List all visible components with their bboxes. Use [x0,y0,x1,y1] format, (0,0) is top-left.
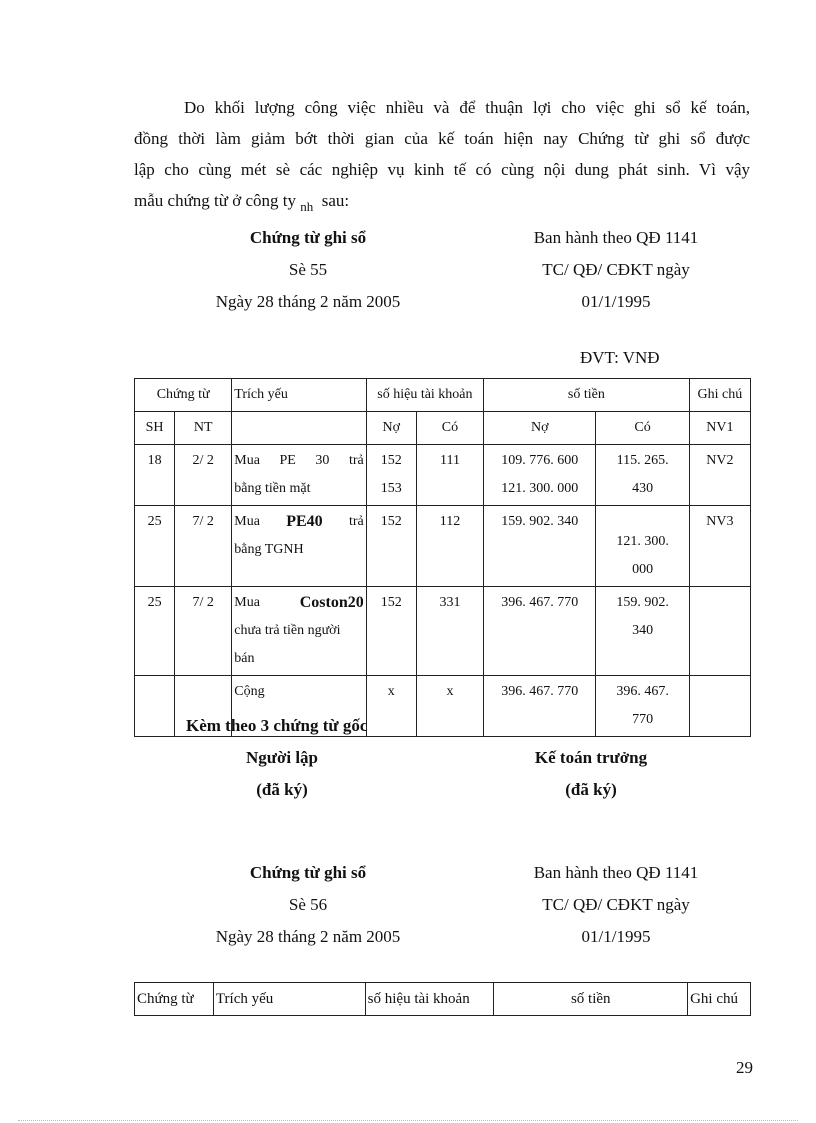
voucher1-table [134,378,751,737]
debit-amount-1: 109. 776. 600 [501,453,579,468]
desc-rest: bằng tiền mặt [234,481,311,496]
voucher1-unit: ĐVT: VNĐ [580,348,660,367]
desc-rest: bằng TGNH [234,542,304,557]
desc-word: trả [348,453,364,468]
debit-account-2: 153 [380,481,402,496]
cell-debit-account: 152 [366,587,416,676]
table-row [135,587,751,676]
desc-rest-1: chưa trả tiền người [234,623,341,638]
voucher2-left-header [180,857,436,953]
intro-last-text-a: mẫu chứng từ ở công ty [134,191,296,210]
intro-line: đồng thời làm giảm bớt thời gian của kế toán hiện nay Chứng từ ghi sổ được [134,129,750,148]
debit-amount-2: 121. 300. 000 [501,481,579,496]
desc-word: Mua [234,453,260,468]
credit-amount-1: 159. 902. [616,595,669,610]
header-ghi-chu: Ghi chú [688,983,751,1016]
voucher1-left-header [180,222,436,318]
desc-word: PE [279,453,296,468]
cell-note [689,587,750,676]
table-subheader-row [135,412,751,445]
voucher1-right-header [496,222,736,318]
voucher1-decree-line1: Ban hành theo QĐ 1141 [533,228,699,247]
cell-sh: 18 [135,445,175,506]
voucher2-decree-line3: 01/1/1995 [581,927,651,946]
debit-account-1: 152 [380,453,402,468]
cell-credit-account: 112 [416,506,483,587]
table-header-row [135,379,751,412]
cell-debit-account [366,445,416,506]
cell-credit-amount [596,587,689,676]
credit-amount-2: 000 [632,562,654,577]
intro-line-last [134,185,750,217]
credit-amount-1: 115. 265. [616,453,669,468]
voucher1-decree-line3: 01/1/1995 [581,292,651,311]
chief-accountant-label: Kế toán trưởng [534,748,648,767]
header-co-amount: Có [596,412,689,445]
credit-amount-1: 121. 300. [616,534,669,549]
page-number: 29 [736,1058,753,1077]
header-so-hieu: số hiệu tài khoản [365,983,494,1016]
cell-description [232,587,366,676]
cell-nt: 7/ 2 [175,506,232,587]
attachments-note: Kèm theo 3 chứng từ gốc [186,716,368,735]
voucher1-title: Chứng từ ghi sổ [249,228,367,247]
chief-accountant-block [506,742,676,806]
cell-debit-account: 152 [366,506,416,587]
cell-total-debit-amount: 396. 467. 770 [484,676,596,737]
chief-accountant-signed: (đã ký) [565,780,617,799]
cell-total-credit-amount [596,676,689,737]
header-so-tien: số tiền [494,983,688,1016]
cell-blank [135,676,175,737]
cell-sh: 25 [135,587,175,676]
voucher2-right-header [496,857,736,953]
cell-total-credit-account: x [416,676,483,737]
header-nt: NT [175,412,232,445]
intro-last-text-b: sau: [321,191,350,210]
cell-note: NV3 [689,506,750,587]
header-co-account: Có [416,412,483,445]
voucher2-number: Sè 56 [288,895,328,914]
preparer-signed: (đã ký) [256,780,308,799]
voucher2-date: Ngày 28 tháng 2 năm 2005 [215,927,401,946]
voucher2-table [134,982,751,1016]
cell-credit-account: 111 [416,445,483,506]
voucher2-title: Chứng từ ghi sổ [249,863,367,882]
cell-debit-amount: 159. 902. 340 [484,506,596,587]
desc-word: 30 [315,453,330,468]
credit-amount-2: 770 [632,712,654,727]
credit-amount-2: 430 [632,481,654,496]
header-so-hieu: số hiệu tài khoản [366,379,483,412]
desc-word: Coston20 [299,594,364,611]
credit-amount-1: 396. 467. [616,684,669,699]
cell-nt: 7/ 2 [175,587,232,676]
header-blank [232,412,366,445]
table-row [135,445,751,506]
header-ghi-chu: Ghi chú [689,379,750,412]
header-chung-tu: Chứng từ [135,983,214,1016]
header-no-amount: Nợ [484,412,596,445]
header-chung-tu: Chứng từ [135,379,232,412]
voucher2-decree-line1: Ban hành theo QĐ 1141 [533,863,699,882]
cell-credit-account: 331 [416,587,483,676]
header-so-tien: số tiền [484,379,690,412]
cell-sh: 25 [135,506,175,587]
intro-line: Do khối lượng công việc nhiều và để thuận lợi cho việc ghi sổ kế toán, [184,98,750,117]
intro-paragraph [134,92,750,217]
header-note-nv1: NV1 [689,412,750,445]
cell-total-label: Cộng [232,676,366,737]
cell-credit-amount [596,506,689,587]
table-header-row [135,983,751,1016]
credit-amount-2: 340 [632,623,654,638]
voucher1-decree-line2: TC/ QĐ/ CĐKT ngày [542,260,690,279]
preparer-block [200,742,364,806]
desc-word: Mua [234,595,260,610]
desc-word: Mua [234,514,260,529]
cell-note: NV2 [689,445,750,506]
header-sh: SH [135,412,175,445]
header-trich-yeu: Trích yếu [232,379,366,412]
voucher2-decree-line2: TC/ QĐ/ CĐKT ngày [542,895,690,914]
header-no-account: Nợ [366,412,416,445]
header-trich-yeu: Trích yếu [213,983,365,1016]
desc-word: trả [348,514,364,529]
cell-nt: 2/ 2 [175,445,232,506]
cell-debit-amount [484,445,596,506]
cell-blank [689,676,750,737]
cell-description [232,506,366,587]
cell-description [232,445,366,506]
cell-total-debit-account: x [366,676,416,737]
cell-credit-amount [596,445,689,506]
voucher1-number: Sè 55 [288,260,328,279]
preparer-label: Người lập [245,748,319,767]
table-row [135,506,751,587]
page-bottom-divider [18,1120,798,1121]
desc-word: PE40 [286,513,323,530]
voucher1-date: Ngày 28 tháng 2 năm 2005 [215,292,401,311]
desc-rest-2: bán [234,651,255,666]
cell-debit-amount: 396. 467. 770 [484,587,596,676]
intro-last-subscript: nh [300,199,314,214]
intro-line: lập cho cùng mét sè các nghiệp vụ kinh tế có cùng nội dung phát sinh. Vì vậy [134,160,750,179]
